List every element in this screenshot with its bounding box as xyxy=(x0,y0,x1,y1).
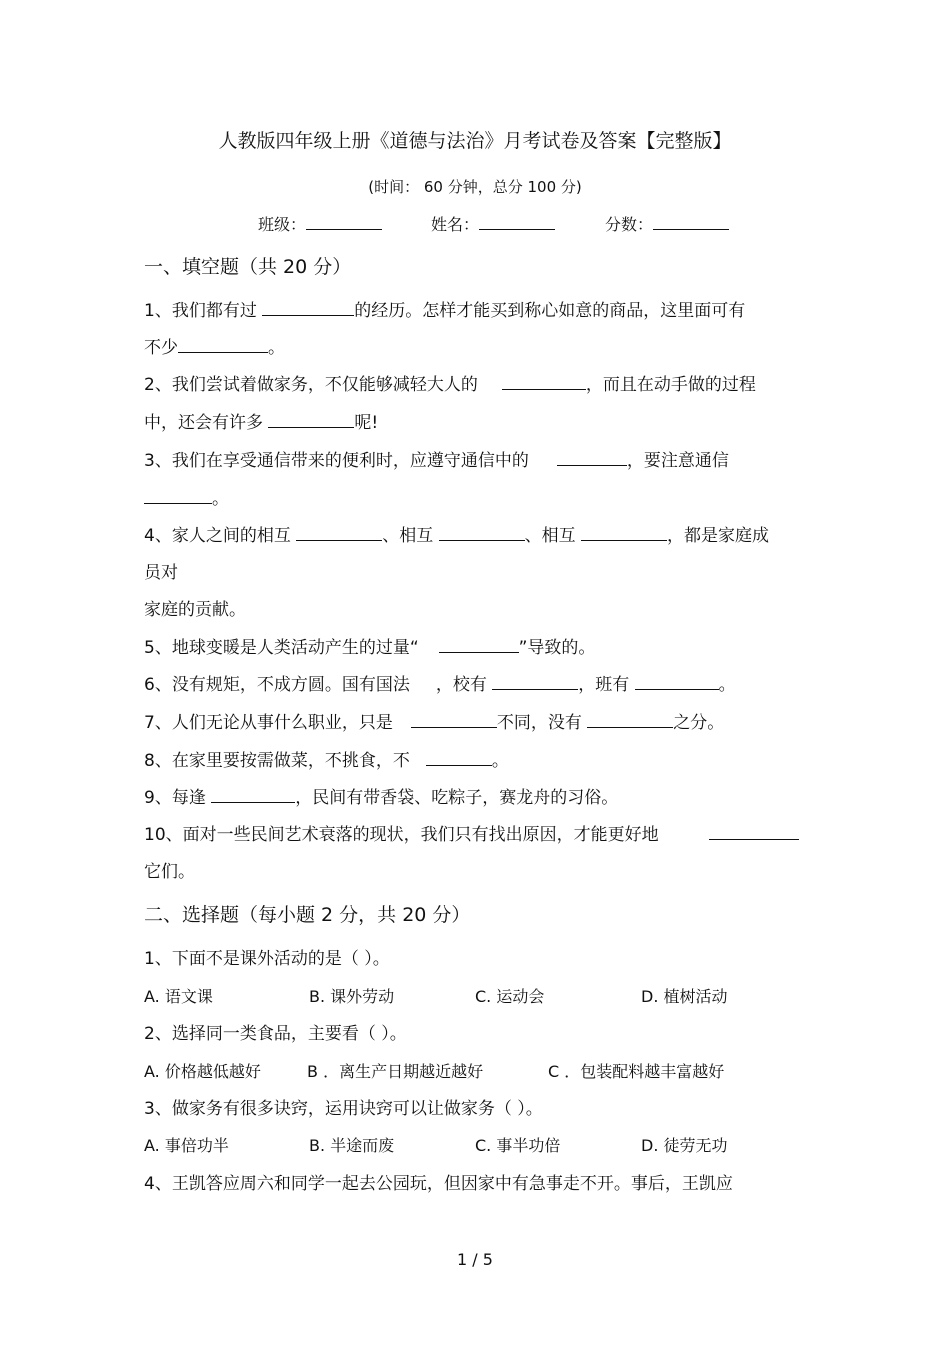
fill-q2-line1 xyxy=(144,373,756,396)
answer-blank xyxy=(492,673,578,690)
answer-blank xyxy=(439,636,519,653)
q-text: 。 xyxy=(718,675,736,695)
name-label: 姓名： xyxy=(431,215,480,234)
answer-blank xyxy=(557,449,627,466)
class-field xyxy=(258,213,382,236)
q-text: ，而且在动手做的过程 xyxy=(585,375,756,395)
choice-q2-option-c: C ．包装配料越丰富越好 xyxy=(548,1062,725,1081)
q-text: ，校有 xyxy=(435,675,493,695)
fill-q10-line2: 它们。 xyxy=(144,862,195,882)
choice-q3-stem: 3、做家务有很多诀窍，运用诀窍可以让做家务（ ）。 xyxy=(144,1099,543,1119)
q-text: 3、我们在享受通信带来的便利时，应遵守通信中的 xyxy=(144,451,529,471)
q-text: ，都是家庭成 xyxy=(667,526,770,546)
section2-heading: 二、选择题（每小题 2 分，共 20 分） xyxy=(144,904,471,926)
q-text: ，民间有带香袋、吃粽子，赛龙舟的习俗。 xyxy=(295,788,619,808)
q-text: 。 xyxy=(212,489,229,509)
choice-q3-option-d: D. 徒劳无功 xyxy=(641,1136,728,1155)
score-field xyxy=(605,213,729,236)
answer-blank xyxy=(262,299,354,316)
choice-q3-option-c: C. 事半功倍 xyxy=(475,1136,561,1155)
q-text: 。 xyxy=(268,338,285,358)
exam-meta: (时间： 60 分钟，总分 100 分) xyxy=(368,178,582,196)
section1-heading: 一、填空题（共 20 分） xyxy=(144,256,352,278)
choice-q1-option-c: C. 运动会 xyxy=(475,987,545,1006)
q-text: 4、家人之间的相互 xyxy=(144,526,297,546)
answer-blank xyxy=(635,673,719,690)
choice-q1-option-d: D. 植树活动 xyxy=(641,987,728,1006)
q-text: ”导致的。 xyxy=(518,638,596,658)
q-text: 的经历。怎样才能买到称心如意的商品，这里面可有 xyxy=(354,301,746,321)
q-text: 7、人们无论从事什么职业，只是 xyxy=(144,713,393,733)
q-text: 1、我们都有过 xyxy=(144,301,263,321)
choice-q1-stem: 1、下面不是课外活动的是（ ）。 xyxy=(144,949,390,969)
answer-blank xyxy=(587,711,673,728)
page-title: 人教版四年级上册《道德与法治》月考试卷及答案【完整版】 xyxy=(218,130,732,152)
fill-q4-line1 xyxy=(144,524,769,547)
answer-blank xyxy=(709,823,799,840)
q-text: 、相互 xyxy=(382,526,439,546)
choice-q1-option-a: A. 语文课 xyxy=(144,987,213,1006)
answer-blank xyxy=(581,524,667,541)
score-blank xyxy=(653,213,729,230)
answer-blank xyxy=(296,524,382,541)
q-text: 。 xyxy=(491,751,509,771)
name-blank xyxy=(479,213,555,230)
q-text: 10、面对一些民间艺术衰落的现状，我们只有找出原因，才能更好地 xyxy=(144,825,659,845)
answer-blank xyxy=(426,749,492,766)
choice-q4-stem: 4、王凯答应周六和同学一起去公园玩，但因家中有急事走不开。事后，王凯应 xyxy=(144,1174,733,1194)
page-number: 1 / 5 xyxy=(457,1250,493,1269)
fill-q9 xyxy=(144,786,618,809)
answer-blank xyxy=(268,411,354,428)
fill-q3-line1 xyxy=(144,449,729,472)
fill-q1-line1 xyxy=(144,299,745,322)
q-text: 不同，没有 xyxy=(496,713,588,733)
answer-blank xyxy=(178,336,268,353)
fill-q3-line2 xyxy=(144,487,229,510)
answer-blank xyxy=(411,711,497,728)
q-text: 9、每逢 xyxy=(144,788,212,808)
choice-q2-option-b: B ．离生产日期越近越好 xyxy=(307,1062,484,1081)
answer-blank xyxy=(211,786,295,803)
q-text: ，班有 xyxy=(578,675,635,695)
fill-q7 xyxy=(144,711,724,734)
q-text: 、相互 xyxy=(524,526,582,546)
answer-blank xyxy=(439,524,525,541)
fill-q1-line2 xyxy=(144,336,285,359)
class-blank xyxy=(306,213,382,230)
q-text: 不少 xyxy=(144,338,178,358)
q-text: 6、没有规矩，不成方圆。国有国法 xyxy=(144,675,410,695)
choice-q2-option-a: A. 价格越低越好 xyxy=(144,1062,261,1081)
score-label: 分数： xyxy=(605,215,654,234)
q-text: 5、地球变暖是人类活动产生的过量“ xyxy=(144,638,419,658)
answer-blank xyxy=(502,373,586,390)
fill-q8 xyxy=(144,749,509,772)
choice-q3-option-b: B. 半途而废 xyxy=(309,1136,395,1155)
q-text: 8、在家里要按需做菜，不挑食，不 xyxy=(144,751,410,771)
choice-q3-option-a: A. 事倍功半 xyxy=(144,1136,229,1155)
q-text: 呢! xyxy=(354,413,379,433)
fill-q10-line1 xyxy=(144,823,799,846)
fill-q2-line2 xyxy=(144,411,378,434)
choice-q1-option-b: B. 课外劳动 xyxy=(309,987,395,1006)
q-text: 之分。 xyxy=(673,713,725,733)
q-text: 中，还会有许多 xyxy=(144,413,269,433)
fill-q4-line3: 家庭的贡献。 xyxy=(144,600,246,620)
fill-q4-line2: 员对 xyxy=(144,563,178,583)
name-field xyxy=(431,213,555,236)
fill-q6 xyxy=(144,673,736,696)
class-label: 班级： xyxy=(258,215,307,234)
fill-q5 xyxy=(144,636,595,659)
answer-blank xyxy=(144,487,212,504)
q-text: ，要注意通信 xyxy=(626,451,729,471)
choice-q2-stem: 2、选择同一类食品，主要看（ ）。 xyxy=(144,1024,407,1044)
q-text: 2、我们尝试着做家务，不仅能够减轻大人的 xyxy=(144,375,478,395)
